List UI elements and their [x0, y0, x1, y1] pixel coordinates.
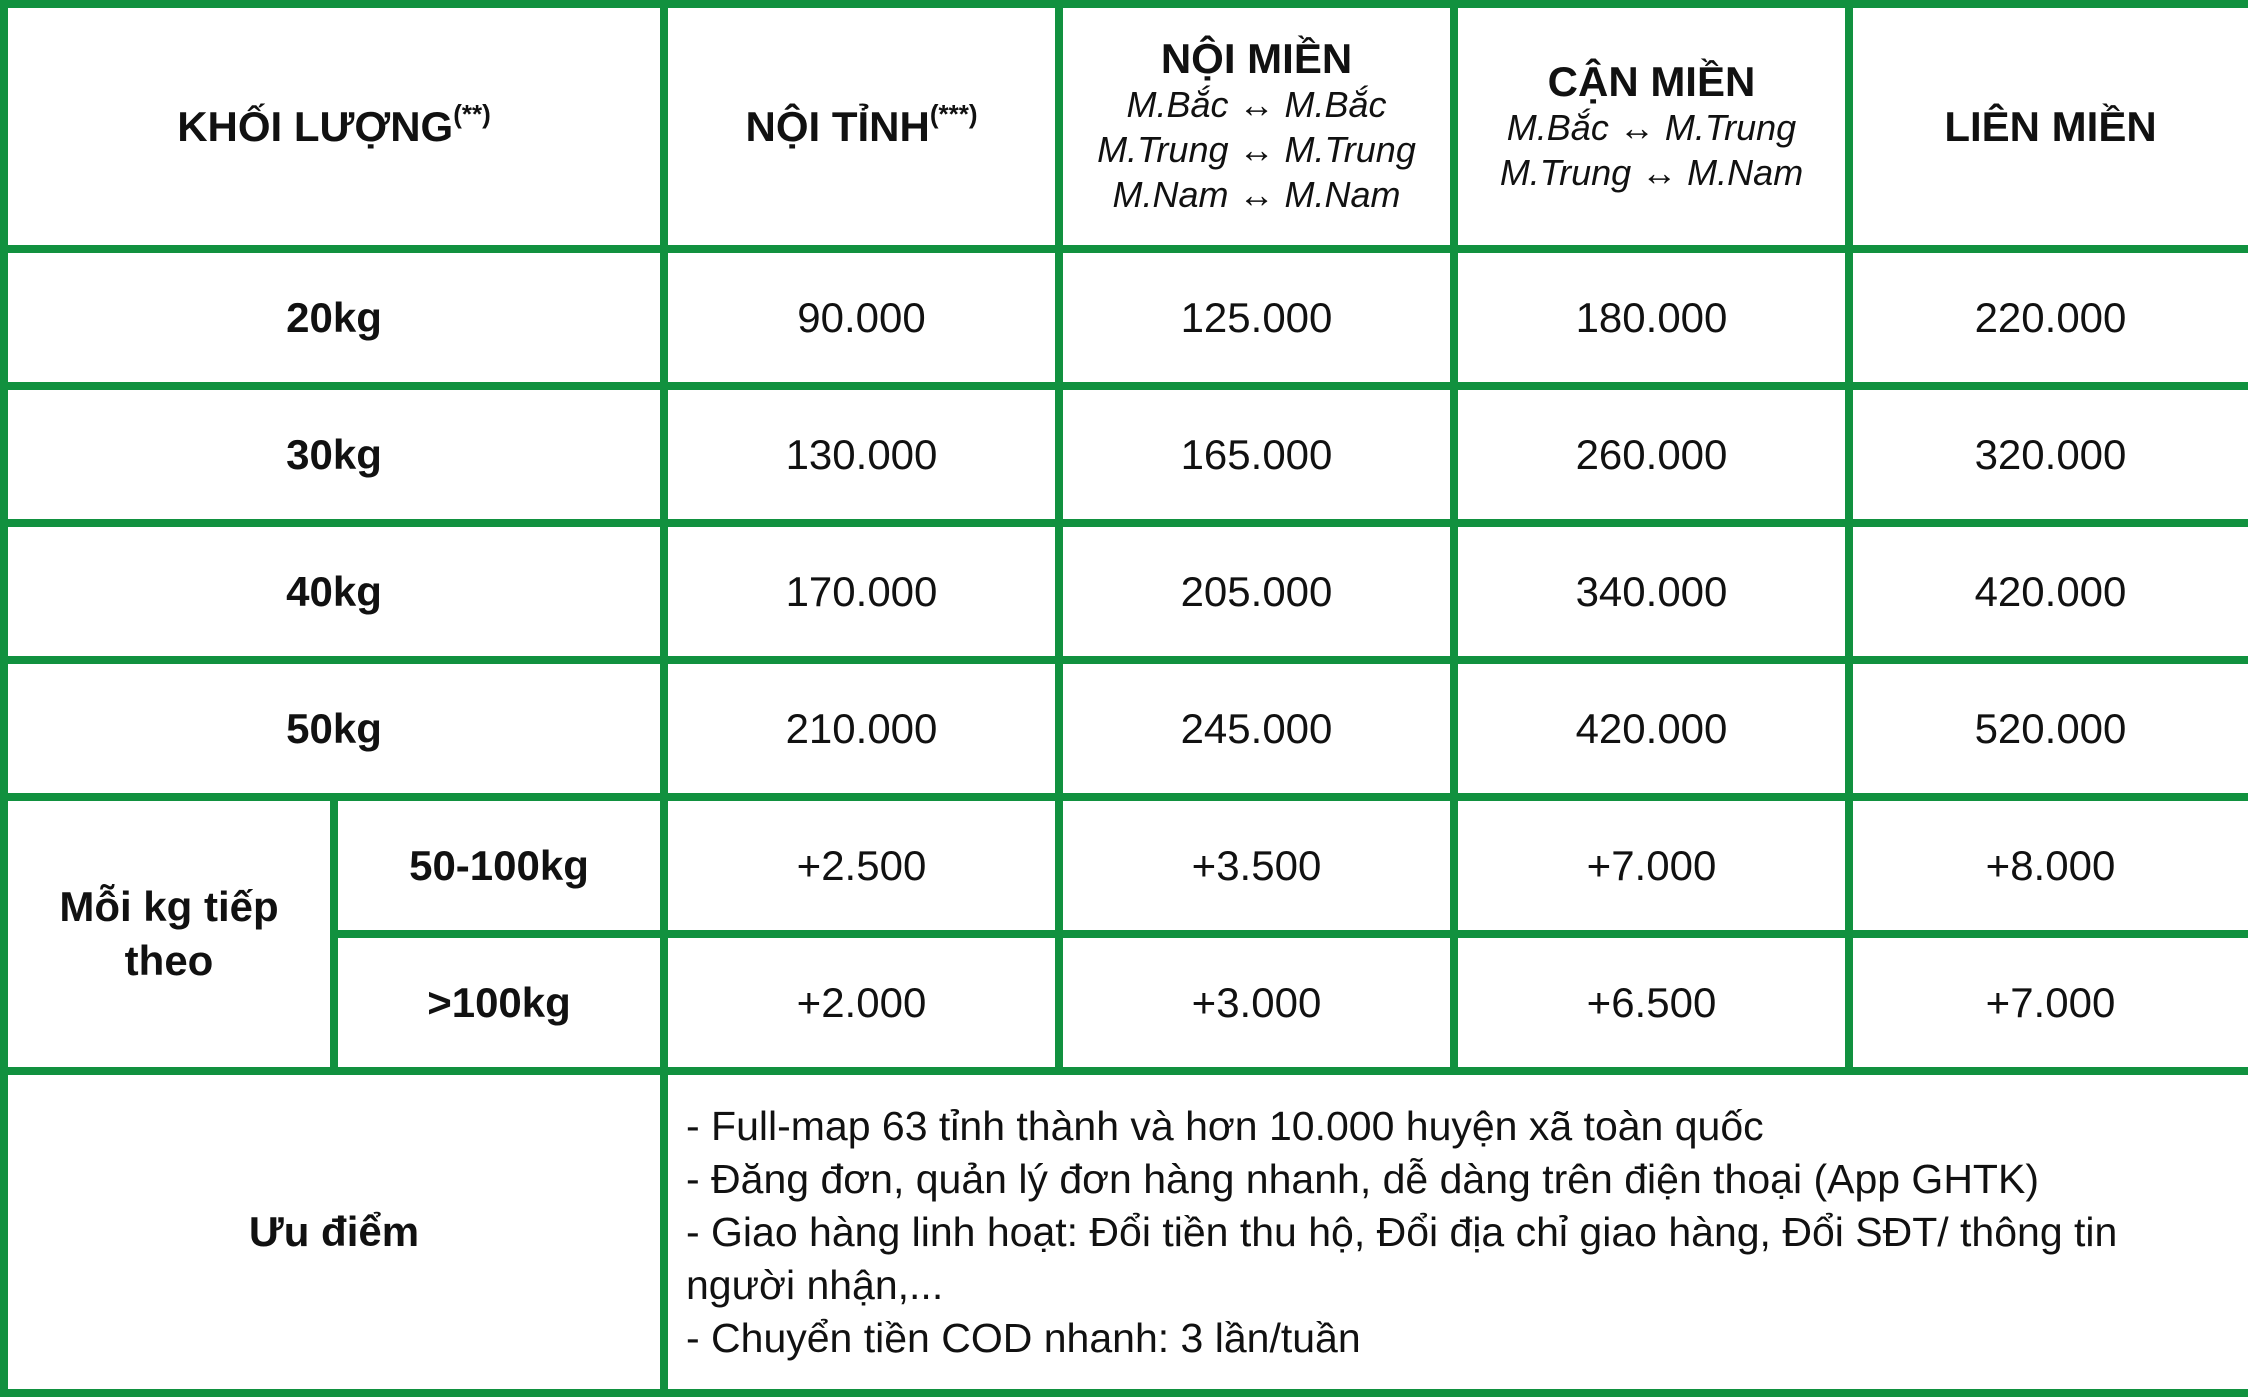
table-row — [4, 386, 2248, 523]
price-can-mien: +6.500 — [1454, 934, 1849, 1071]
price-noi-tinh: 210.000 — [664, 660, 1059, 797]
header-lien-mien — [1849, 4, 2248, 249]
weight-cell: 40kg — [4, 523, 664, 660]
price-can-mien: 420.000 — [1454, 660, 1849, 797]
weight-cell: 50kg — [4, 660, 664, 797]
table-row — [4, 660, 2248, 797]
header-weight-note: (**) — [453, 98, 491, 129]
price-noi-mien: 245.000 — [1059, 660, 1454, 797]
extra-kg-label: Mỗi kg tiếp theo — [4, 797, 334, 1071]
advantage-item: - Giao hàng linh hoạt: Đổi tiền thu hộ, Đổi địa chỉ giao hàng, Đổi SĐT/ thông tin người nhận,... — [686, 1208, 2118, 1308]
price-noi-mien: 205.000 — [1059, 523, 1454, 660]
price-can-mien: +7.000 — [1454, 797, 1849, 934]
header-can-mien-route: M.Trung ↔ M.Nam — [1499, 151, 1804, 193]
price-lien-mien: 520.000 — [1849, 660, 2248, 797]
header-noi-tinh-title: NỘI TỈNH — [745, 102, 930, 150]
price-can-mien: 340.000 — [1454, 523, 1849, 660]
price-lien-mien: 220.000 — [1849, 249, 2248, 386]
advantage-item: - Chuyển tiền COD nhanh: 3 lần/tuần — [686, 1314, 1361, 1361]
table-row — [4, 797, 2248, 934]
header-weight-title: KHỐI LƯỢNG — [177, 102, 454, 150]
table-row — [4, 934, 2248, 1071]
price-noi-mien: +3.000 — [1059, 934, 1454, 1071]
advantages-label: Ưu điểm — [4, 1071, 664, 1393]
header-row — [4, 4, 2248, 249]
price-noi-tinh: 170.000 — [664, 523, 1059, 660]
price-noi-tinh: 90.000 — [664, 249, 1059, 386]
header-noi-tinh — [664, 4, 1059, 249]
advantages-list — [664, 1071, 2248, 1393]
advantage-item: - Đăng đơn, quản lý đơn hàng nhanh, dễ dàng trên điện thoại (App GHTK) — [686, 1155, 2039, 1202]
advantages-row — [4, 1071, 2248, 1393]
price-noi-mien: +3.500 — [1059, 797, 1454, 934]
price-can-mien: 260.000 — [1454, 386, 1849, 523]
weight-cell: 20kg — [4, 249, 664, 386]
price-lien-mien: +7.000 — [1849, 934, 2248, 1071]
advantage-item: - Full-map 63 tỉnh thành và hơn 10.000 huyện xã toàn quốc — [686, 1102, 1764, 1149]
price-noi-tinh: 130.000 — [664, 386, 1059, 523]
header-noi-tinh-note: (***) — [929, 98, 978, 129]
price-noi-tinh: +2.000 — [664, 934, 1059, 1071]
header-lien-mien-title: LIÊN MIỀN — [1944, 102, 2157, 150]
header-can-mien — [1454, 4, 1849, 249]
price-lien-mien: +8.000 — [1849, 797, 2248, 934]
header-can-mien-title: CẬN MIỀN — [1547, 57, 1756, 105]
extra-range-cell: 50-100kg — [334, 797, 664, 934]
table-row — [4, 523, 2248, 660]
price-noi-mien: 165.000 — [1059, 386, 1454, 523]
table-row — [4, 249, 2248, 386]
extra-range-cell: >100kg — [334, 934, 664, 1071]
weight-cell: 30kg — [4, 386, 664, 523]
header-noi-mien — [1059, 4, 1454, 249]
price-noi-tinh: +2.500 — [664, 797, 1059, 934]
header-noi-mien-route: M.Bắc ↔ M.Bắc — [1126, 84, 1387, 125]
price-lien-mien: 320.000 — [1849, 386, 2248, 523]
price-can-mien: 180.000 — [1454, 249, 1849, 386]
header-noi-mien-route: M.Trung ↔ M.Trung — [1097, 129, 1416, 170]
price-lien-mien: 420.000 — [1849, 523, 2248, 660]
header-noi-mien-route: M.Nam ↔ M.Nam — [1112, 174, 1401, 215]
price-noi-mien: 125.000 — [1059, 249, 1454, 386]
header-can-mien-route: M.Bắc ↔ M.Trung — [1506, 106, 1797, 148]
header-noi-mien-title: NỘI MIỀN — [1160, 35, 1353, 82]
header-weight — [4, 4, 664, 249]
